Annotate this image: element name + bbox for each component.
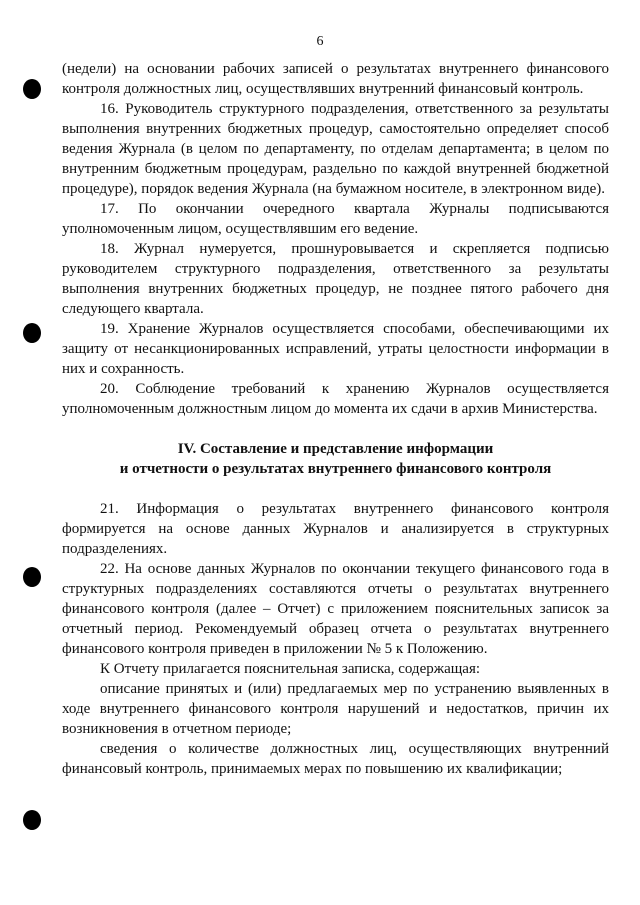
binder-hole-1 — [23, 79, 41, 99]
paragraph-18: 18. Журнал нумеруется, прошнуровывается и скрепляется подписью руководителем структурного подразделения, ответственного за результаты выполнения внутренних бюджетных процедур, не позднее пятого рабочего дня следующего квартала. — [62, 241, 609, 317]
paragraph-16: 16. Руководитель структурного подразделения, ответственного за результаты выполнения внутренних бюджетных процедур, самостоятельно определяет способ ведения Журнала (в целом по департаменту, по отделам департамента; в целом по внутренним бюджетным процедурам, раздельно по каждой внутренней бюджетной процедуре), порядок ведения Журнала (на бумажном носителе, в электронном виде). — [62, 101, 609, 197]
section-heading-line-1: IV. Составление и представление информации — [177, 441, 494, 457]
paragraph-note-staff: сведения о количестве должностных лиц, осуществляющих внутренний финансовый контроль, принимаемых мерах по повышению их квалификации; — [62, 741, 609, 777]
binder-hole-4 — [23, 810, 41, 830]
paragraph-continued: (недели) на основании рабочих записей о результатах внутреннего финансового контроля должностных лиц, осуществлявших внутренний финансовый контроль. — [62, 61, 609, 97]
page-number: 6 — [316, 34, 324, 49]
paragraph-17: 17. По окончании очередного квартала Журналы подписываются уполномоченным лицом, осуществлявшим его ведение. — [62, 201, 609, 237]
paragraph-22: 22. На основе данных Журналов по окончании текущего финансового года в структурных подразделениях составляются отчеты о результатах внутреннего финансового контроля (далее – Отчет) с приложением пояснительных записок за отчетный период. Рекомендуемый образец отчета о результатах внутреннего финансового контроля приведен в приложении № 5 к Положению. — [62, 561, 609, 657]
section-heading — [62, 439, 609, 479]
paragraph-note-intro: К Отчету прилагается пояснительная записка, содержащая: — [100, 661, 481, 677]
document-body — [62, 59, 609, 779]
paragraph-19: 19. Хранение Журналов осуществляется способами, обеспечивающими их защиту от несанкционированных исправлений, утраты целостности информации в них и сохранность. — [62, 321, 609, 377]
paragraph-21: 21. Информация о результатах внутреннего финансового контроля формируется на основе данных Журналов и анализируется в структурных подразделениях. — [62, 501, 609, 557]
binder-hole-3 — [23, 567, 41, 587]
section-heading-line-2: и отчетности о результатах внутреннего финансового контроля — [119, 461, 552, 477]
paragraph-note-measures: описание принятых и (или) предлагаемых мер по устранению выявленных в ходе внутреннего финансового контроля нарушений и недостатков, причин их возникновения в отчетном периоде; — [62, 681, 609, 737]
binder-hole-2 — [23, 323, 41, 343]
paragraph-20: 20. Соблюдение требований к хранению Журналов осуществляется уполномоченным должностным лицом до момента их сдачи в архив Министерства. — [62, 381, 609, 417]
